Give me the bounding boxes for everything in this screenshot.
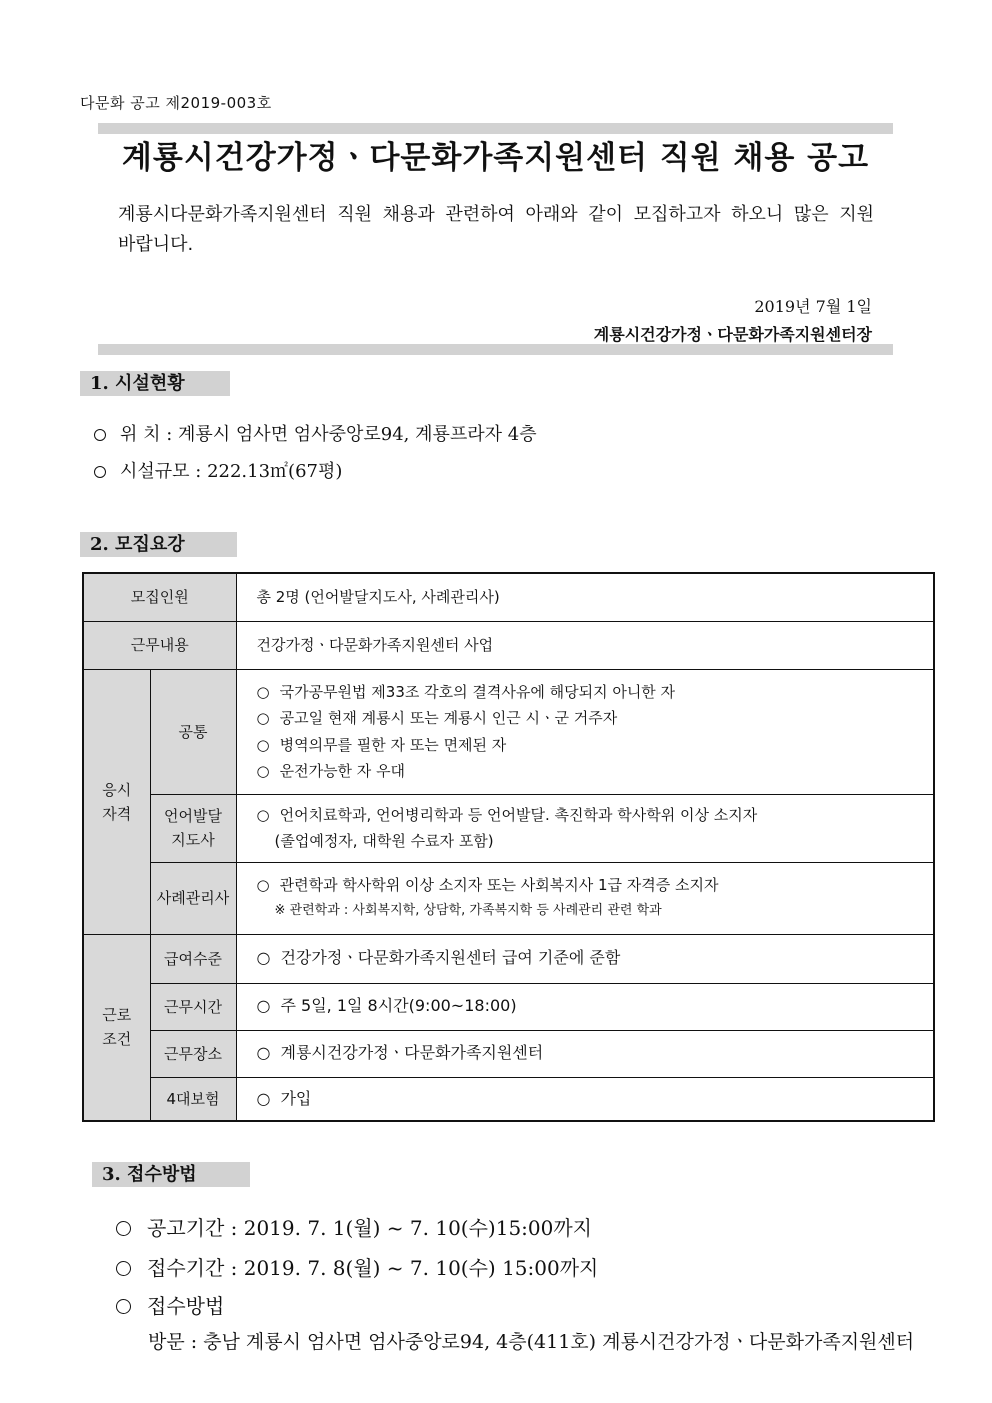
small-circle-bullet-icon: ○	[256, 682, 270, 701]
list-item: ○ 관련학과 학사학위 이상 소지자 또는 사회복지사 1급 자격증 소지자	[257, 872, 934, 899]
work-conditions-group-label: 근로 조건	[83, 934, 150, 1121]
headcount-value: 총 2명 (언어발달지도사, 사례관리사)	[236, 573, 934, 621]
notice-date: 2019년 7월 1일	[754, 297, 872, 316]
hours-value: ○ 주 5일, 1일 8시간(9:00~18:00)	[236, 983, 934, 1030]
list-item: ○ 운전가능한 자 우대	[257, 758, 934, 785]
circle-bullet-icon	[116, 1299, 131, 1314]
size-label: 시설규모 :	[120, 461, 202, 482]
list-item: (졸업예정자, 대학원 수료자 포함)	[274, 832, 494, 850]
receipt-method: 접수방법	[116, 1290, 224, 1319]
duty-label: 근무내용	[83, 621, 236, 669]
insurance-value: ○ 가입	[236, 1077, 934, 1121]
section-heading-recruit: 2. 모집요강	[80, 532, 237, 557]
case-manager-label: 사례관리사	[150, 862, 236, 934]
table-row	[83, 794, 934, 862]
table-row	[83, 862, 934, 934]
circle-bullet-icon	[116, 1221, 131, 1236]
section-heading-facility: 1. 시설현황	[80, 371, 230, 396]
section-heading-apply: 3. 접수방법	[92, 1162, 250, 1187]
visit-address: 방문 : 충남 계룡시 엄사면 엄사중앙로94, 4층(411호) 계룡시건강가정ㆍ다문화가족지원센터	[148, 1331, 915, 1353]
salary-label: 급여수준	[150, 934, 236, 983]
headcount-label: 모집인원	[83, 573, 236, 621]
recruitment-table	[82, 572, 935, 1122]
list-item: ○ 공고일 현재 계룡시 또는 계룡시 인근 시ㆍ군 거주자	[257, 705, 934, 732]
header-bottom-rule	[98, 344, 893, 355]
small-circle-bullet-icon: ○	[256, 875, 270, 894]
intro-paragraph: 계룡시다문화가족지원센터 직원 채용과 관련하여 아래와 같이 모집하고자 하오니 많은 지원 바랍니다.	[118, 204, 874, 255]
common-requirements	[236, 669, 934, 794]
table-row	[83, 621, 934, 669]
table-row	[83, 1030, 934, 1077]
signer: 계룡시건강가정ㆍ다문화가족지원센터장	[593, 325, 872, 344]
list-item: ○ 병역의무를 필한 자 또는 면제된 자	[257, 732, 934, 759]
circle-bullet-icon	[94, 429, 106, 441]
language-teacher-requirements	[236, 794, 934, 862]
duty-value: 건강가정ㆍ다문화가족지원센터 사업	[236, 621, 934, 669]
qualification-group-label: 응시 자격	[83, 669, 150, 934]
table-row	[83, 669, 934, 794]
receipt-period: 접수기간 : 2019. 7. 8(월) ~ 7. 10(수) 15:00까지	[116, 1252, 598, 1281]
location-value: 계룡시 엄사면 엄사중앙로94, 계룡프라자 4층	[178, 424, 537, 445]
table-row	[83, 983, 934, 1030]
table-row	[83, 573, 934, 621]
facility-size	[94, 457, 342, 483]
hours-label: 근무시간	[150, 983, 236, 1030]
size-value: 222.13㎡(67평)	[207, 461, 343, 482]
small-circle-bullet-icon: ○	[256, 805, 270, 824]
table-row	[83, 1077, 934, 1121]
list-item: ○ 국가공무원법 제33조 각호의 결격사유에 해당되지 아니한 자	[257, 679, 934, 706]
location-label: 위 치 :	[120, 424, 173, 445]
case-manager-requirements	[236, 862, 934, 934]
small-circle-bullet-icon: ○	[256, 762, 270, 780]
small-circle-bullet-icon: ○	[256, 996, 271, 1016]
notice-period: 공고기간 : 2019. 7. 1(월) ~ 7. 10(수)15:00까지	[116, 1212, 592, 1241]
insurance-label: 4대보험	[150, 1077, 236, 1121]
small-circle-bullet-icon: ○	[256, 948, 271, 968]
table-row	[83, 934, 934, 983]
circle-bullet-icon	[94, 466, 106, 478]
workplace-value: ○ 계룡시건강가정ㆍ다문화가족지원센터	[236, 1030, 934, 1077]
small-circle-bullet-icon: ○	[256, 709, 270, 727]
list-item: ○ 언어치료학과, 언어병리학과 등 언어발달. 촉진학과 학사학위 이상 소지자	[257, 802, 934, 829]
common-label: 공통	[150, 669, 236, 794]
salary-value: ○ 건강가정ㆍ다문화가족지원센터 급여 기준에 준함	[236, 934, 934, 983]
language-teacher-label: 언어발달 지도사	[150, 794, 236, 862]
workplace-label: 근무장소	[150, 1030, 236, 1077]
related-major-note: ※ 관련학과 : 사회복지학, 상담학, 가족복지학 등 사례관리 관련 학과	[274, 903, 662, 918]
small-circle-bullet-icon: ○	[256, 735, 270, 754]
notice-number: 다문화 공고 제2019-003호	[80, 94, 272, 112]
small-circle-bullet-icon: ○	[256, 1043, 271, 1063]
facility-location	[94, 420, 537, 446]
small-circle-bullet-icon: ○	[256, 1088, 271, 1108]
circle-bullet-icon	[116, 1261, 131, 1276]
page-title: 계룡시건강가정ㆍ다문화가족지원센터 직원 채용 공고	[121, 140, 870, 176]
